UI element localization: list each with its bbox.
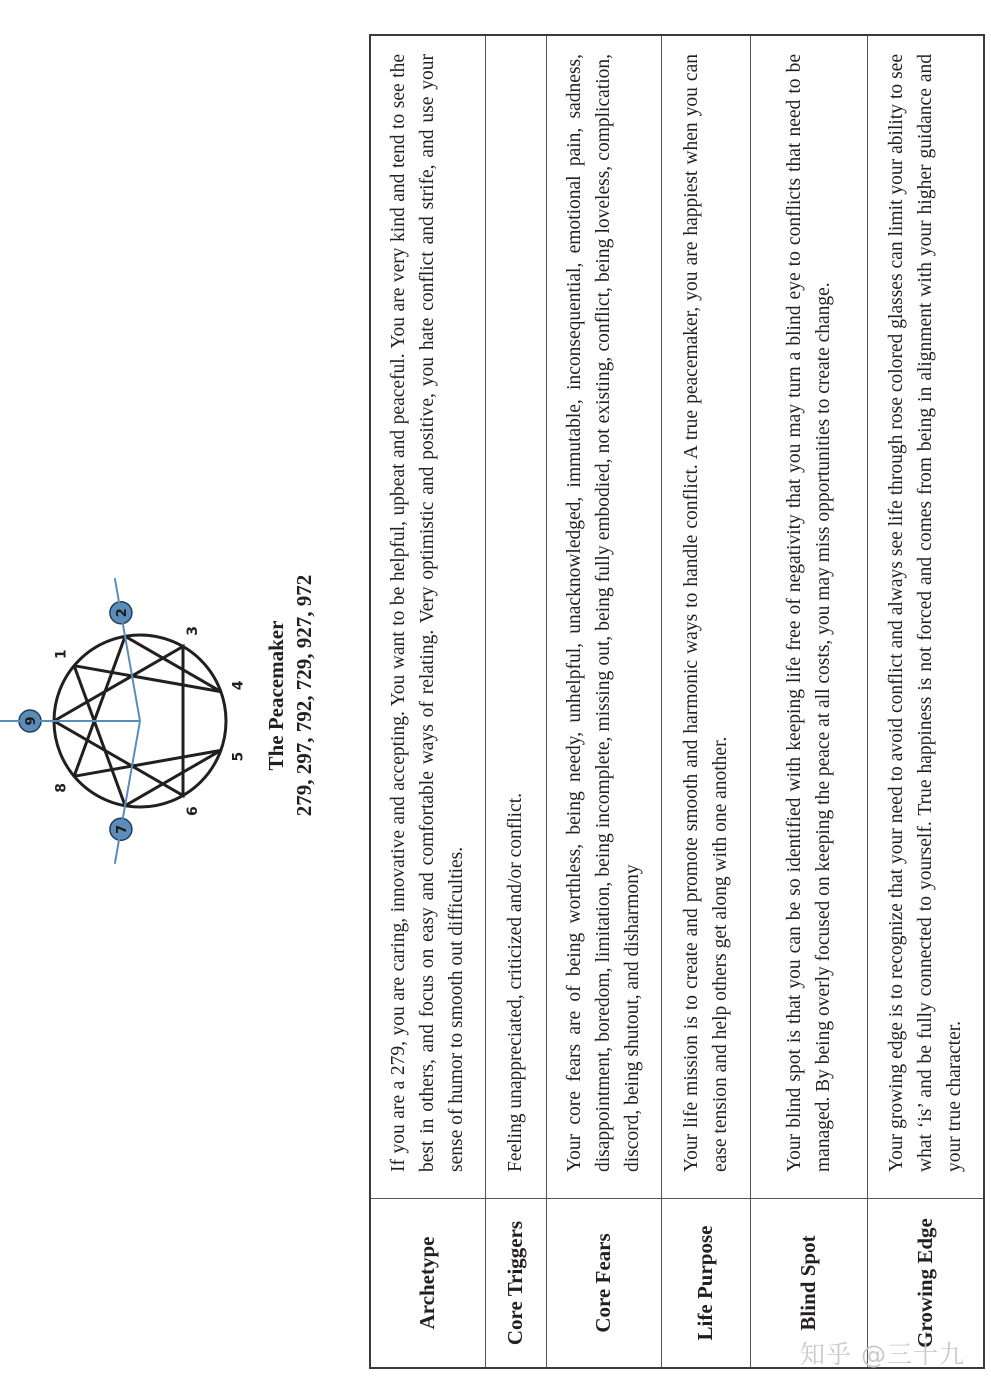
- wing-spoke-2: [115, 578, 140, 721]
- profile-table: [369, 34, 985, 1369]
- row-label-life-purpose: Life Purpose: [661, 1199, 750, 1369]
- enneagram-svg: [0, 576, 260, 866]
- row-label-archetype: Archetype: [370, 1199, 485, 1369]
- table-row: [546, 35, 661, 1368]
- enneagram-diagram: [0, 576, 260, 866]
- table-row: [867, 35, 984, 1368]
- row-label-core-fears: Core Fears: [546, 1199, 661, 1369]
- table-row: [370, 35, 485, 1368]
- enneagram-number-9: 9: [24, 716, 39, 726]
- zhihu-watermark: 知乎 @三十九: [800, 1340, 965, 1369]
- enneagram-number-7: 7: [114, 824, 130, 834]
- row-label-blind-spot: Blind Spot: [750, 1199, 867, 1369]
- enneagram-number-1: 1: [53, 649, 70, 660]
- type-title: The Peacemaker: [264, 620, 288, 771]
- type-combinations: 279, 297, 792, 729, 927, 972: [292, 574, 316, 817]
- row-label-growing-edge: Growing Edge: [867, 1199, 984, 1369]
- row-text-core-fears: Your core fears are of being worthless, being needy, unhelpful, unacknowledged, immutable, inconsequential, emotional pain, sadness, disappointment, boredom, limitation, being incomplete, missing out, being fully embodied, not existing, conflict, being loveless, complication, discord, being shutout, and disharmony: [546, 35, 661, 1199]
- row-text-archetype: If you are a 279, you are caring, innovative and accepting. You want to be helpful, upbeat and peaceful. You are very kind and tend to see the best in others, and focus on easy and comfortable ways of relating. Very optimistic and positive, you hate conflict and strife, and use your sense of humor to smooth out difficulties.: [370, 35, 485, 1199]
- enneagram-number-4: 4: [230, 680, 247, 691]
- row-label-core-triggers: Core Triggers: [485, 1199, 546, 1369]
- row-text-life-purpose: Your life mission is to create and promote smooth and harmonic ways to handle conflict. A true peacemaker, you are happiest when you can ease tension and help others get along with one another.: [661, 35, 750, 1199]
- enneagram-number-8: 8: [53, 782, 70, 793]
- enneagram-number-5: 5: [230, 751, 247, 762]
- type-heading: [262, 0, 318, 1391]
- row-text-growing-edge: Your growing edge is to recognize that your need to avoid conflict and always see life through rose colored glasses can limit your ability to see what ‘is’ and be fully connected to yourself. True happiness is not forced and comes from being in alignment with your higher guidance and your true character.: [867, 35, 984, 1199]
- enneagram-number-6: 6: [185, 806, 201, 816]
- enneagram-number-3: 3: [185, 626, 201, 636]
- table-row: [485, 35, 546, 1368]
- wing-spoke-7: [115, 721, 140, 864]
- enneagram-number-2: 2: [114, 608, 130, 618]
- row-text-blind-spot: Your blind spot is that you can be so identified with keeping life free of negativity that you may turn a blind eye to conflicts that need to be managed. By being overly focused on keeping the peace at all costs, you may miss opportunities to create change.: [750, 35, 867, 1199]
- table-row: [750, 35, 867, 1368]
- table-row: [661, 35, 750, 1368]
- row-text-core-triggers: Feeling unappreciated, criticized and/or conflict.: [485, 35, 546, 1199]
